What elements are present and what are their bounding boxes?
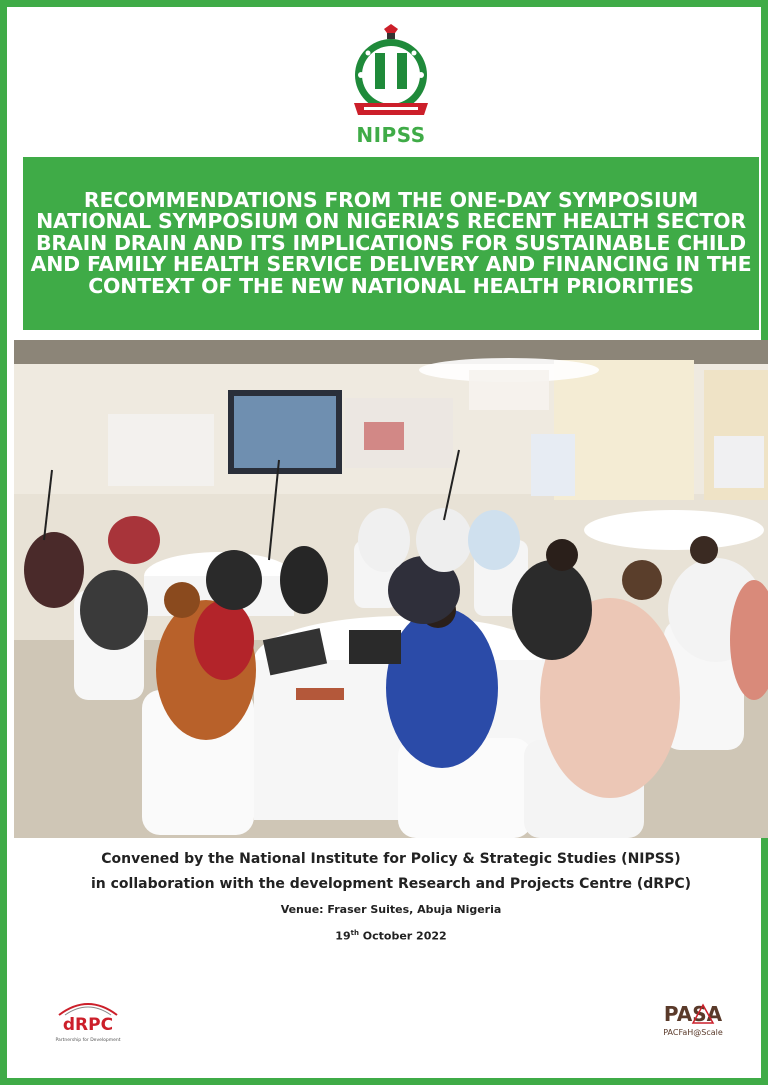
collaboration-line: in collaboration with the development Research and Projects Centre (dRPC) (90, 876, 692, 892)
drpc-logo-icon (53, 997, 123, 1045)
date-suffix: th (350, 929, 359, 937)
pasa-logo-icon (655, 997, 733, 1047)
event-date (14, 929, 768, 943)
nipss-logo-text: NIPSS (356, 123, 426, 147)
drpc-logo-tagline: Partnership for Development (55, 1038, 121, 1043)
coat-of-arms-icon (348, 23, 434, 123)
drpc-logo-name: dRPC (62, 1015, 114, 1035)
date-month-year: October 2022 (358, 929, 447, 943)
convened-by-line: Convened by the National Institute for Policy & Strategic Studies (NIPSS) (101, 851, 681, 867)
venue-line: Venue: Fraser Suites, Abuja Nigeria (280, 903, 502, 916)
nipss-logo (341, 23, 441, 147)
date-day: 19 (335, 929, 351, 943)
pasa-logo-tagline: PACFaH@Scale (663, 1028, 723, 1037)
title-banner (23, 157, 759, 330)
symposium-photo (14, 340, 768, 838)
pasa-logo-name: PASA (663, 1002, 723, 1026)
document-title: RECOMMENDATIONS FROM THE ONE-DAY SYMPOSIUM NATIONAL SYMPOSIUM ON NIGERIA’S RECENT HEALTH SECTOR BRAIN DRAIN AND ITS IMPLICATIONS FOR SUSTAINABLE CHILD AND FAMILY HEALTH SERVICE DELIVERY AND FINANCING IN THE CONTEXT OF THE NEW NATIONAL HEALTH PRIORITIES (30, 187, 752, 298)
